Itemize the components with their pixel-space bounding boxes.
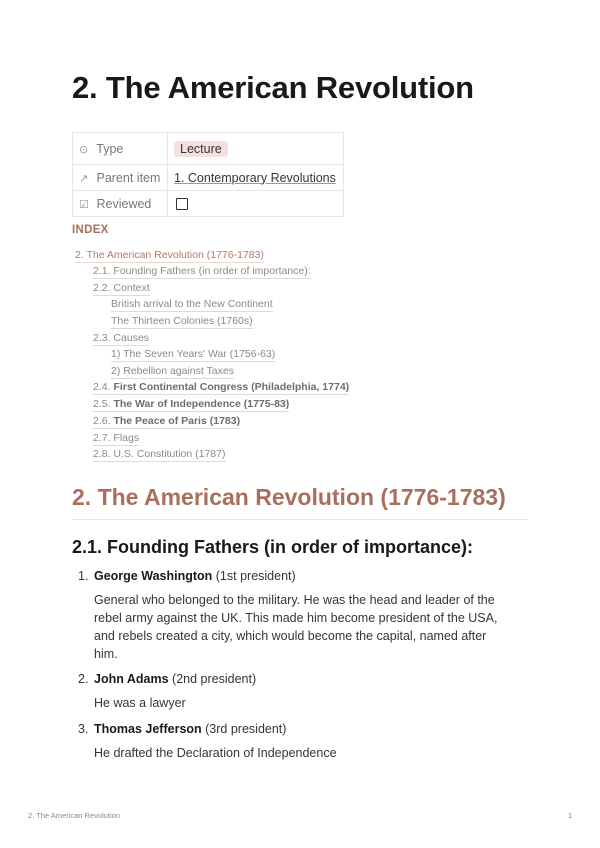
relation-arrow-icon: ↗ [79, 172, 89, 185]
subsection-heading: 2.1. Founding Fathers (in order of importance): [72, 537, 474, 557]
toc-item[interactable]: 2.8. U.S. Constitution (1787) [93, 448, 226, 460]
index-label: INDEX [72, 224, 109, 236]
properties-table [72, 132, 344, 217]
toc-item[interactable]: 1) The Seven Years' War (1756-63) [111, 348, 276, 360]
list-number: 3. [78, 722, 89, 736]
property-type [73, 133, 344, 165]
property-parent-item [73, 165, 344, 191]
toc-item[interactable]: 2.2. Context [93, 282, 150, 294]
reviewed-checkbox[interactable] [176, 198, 188, 210]
founder-name: George Washington (1st president) [94, 569, 296, 583]
toc-item[interactable]: British arrival to the New Continent [111, 298, 273, 310]
founder-name: John Adams (2nd president) [94, 672, 257, 686]
toc-item[interactable]: 2.5. The War of Independence (1775-83) [93, 398, 290, 410]
parent-item-link[interactable]: 1. Contemporary Revolutions [174, 170, 336, 185]
toc-item[interactable]: 2.1. Founding Fathers (in order of importance): [93, 265, 311, 277]
footer-title: 2. The American Revolution [28, 811, 120, 820]
page-title: 2. The American Revolution [72, 70, 474, 105]
property-reviewed [73, 191, 344, 217]
toc-item[interactable]: 2. The American Revolution (1776-1783) [75, 249, 264, 261]
founder-description: He drafted the Declaration of Independence [94, 746, 337, 760]
toc-item[interactable]: 2.6. The Peace of Paris (1783) [93, 415, 241, 427]
toc-item[interactable]: 2.7. Flags [93, 432, 140, 444]
property-label: Parent item [96, 170, 161, 185]
type-tag[interactable]: Lecture [174, 141, 228, 157]
founder-description: He was a lawyer [94, 696, 186, 710]
toc-item[interactable]: The Thirteen Colonies (1760s) [111, 315, 253, 327]
property-label: Reviewed [96, 196, 152, 211]
founder-description: General who belonged to the military. He was the head and leader of the rebel army against the UK. This made him become president of the USA, and rebels created a city, which would become the capital, named after him. [94, 593, 498, 661]
founder-name: Thomas Jefferson (3rd president) [94, 722, 287, 736]
list-number: 1. [78, 569, 89, 583]
toc-item[interactable]: 2) Rebellion against Taxes [111, 365, 234, 377]
type-icon: ⊙ [79, 143, 89, 156]
property-label: Type [96, 141, 124, 156]
checkbox-property-icon: ☑ [79, 198, 89, 211]
list-number: 2. [78, 672, 89, 686]
section-heading: 2. The American Revolution (1776-1783) [72, 484, 528, 520]
toc-item[interactable]: 2.4. First Continental Congress (Philadelphia, 1774) [93, 381, 350, 393]
page-number: 1 [568, 811, 573, 820]
toc-item[interactable]: 2.3. Causes [93, 332, 150, 344]
